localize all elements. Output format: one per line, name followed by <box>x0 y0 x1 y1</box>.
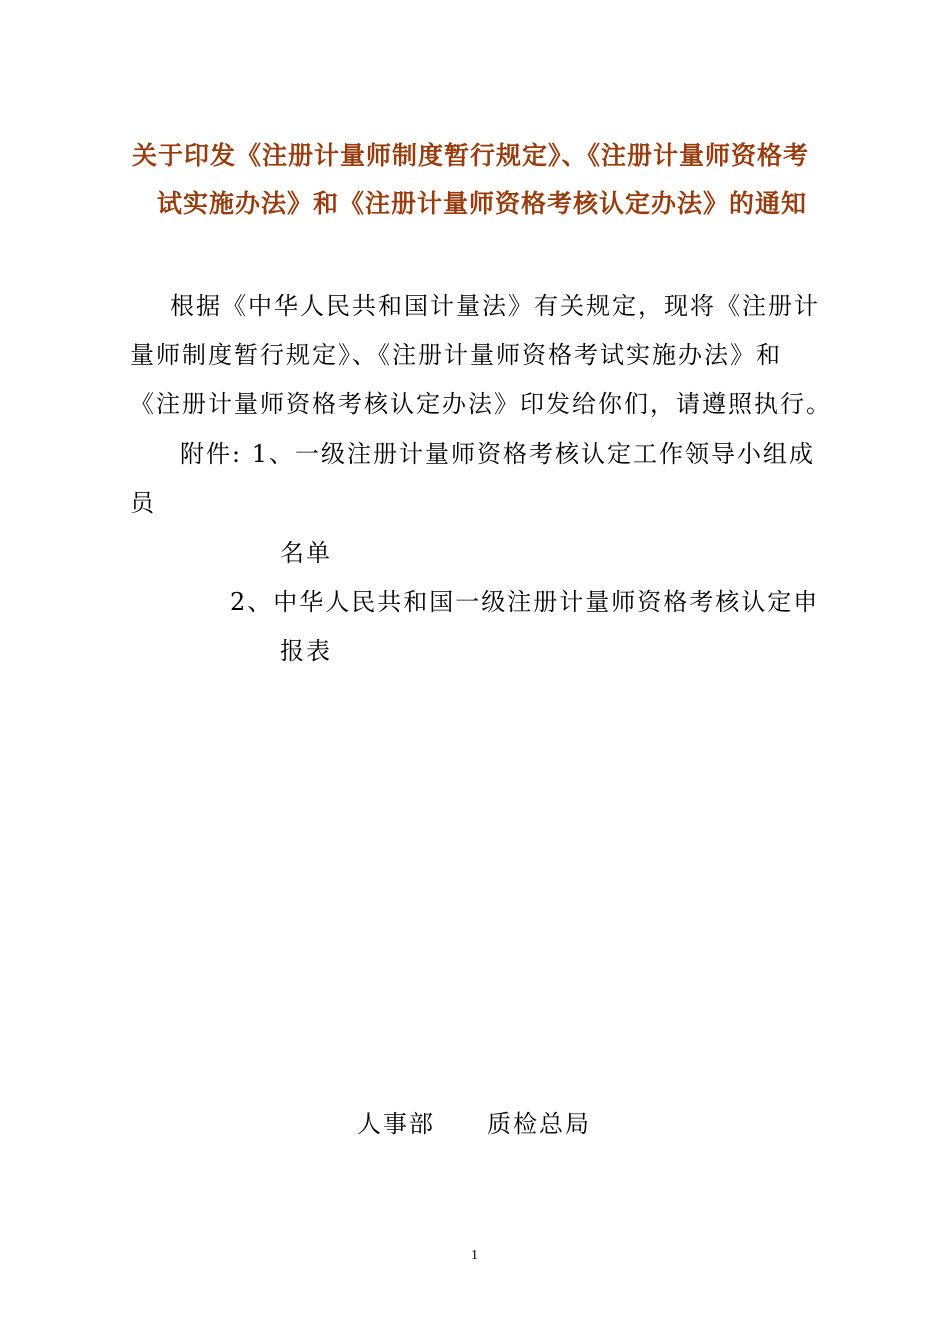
body-line-1: 根据《中华人民共和国计量法》有关规定，现将《注册计 <box>170 292 820 320</box>
attachment-line-5: 报表 <box>280 637 332 665</box>
attachment-line-3: 名单 <box>280 539 332 567</box>
title-line-2: 试实施办法》和《注册计量师资格考核认定办法》的通知 <box>157 189 808 218</box>
body-line-3: 《注册计量师资格考核认定办法》印发给你们，请遵照执行。 <box>130 390 832 418</box>
page-number: 1 <box>471 1248 478 1263</box>
title-line-1: 关于印发《注册计量师制度暂行规定》、《注册计量师资格考 <box>132 141 810 170</box>
attachment-line-4: 2、中华人民共和国一级注册计量师资格考核认定申 <box>230 588 820 616</box>
body-line-2: 量师制度暂行规定》、《注册计量师资格考试实施办法》和 <box>130 341 782 369</box>
attachment-line-1: 附件: 1、一级注册计量师资格考核认定工作领导小组成 <box>180 440 815 468</box>
signature: 人事部 质检总局 <box>357 1110 591 1138</box>
attachment-line-2: 员 <box>130 489 156 517</box>
